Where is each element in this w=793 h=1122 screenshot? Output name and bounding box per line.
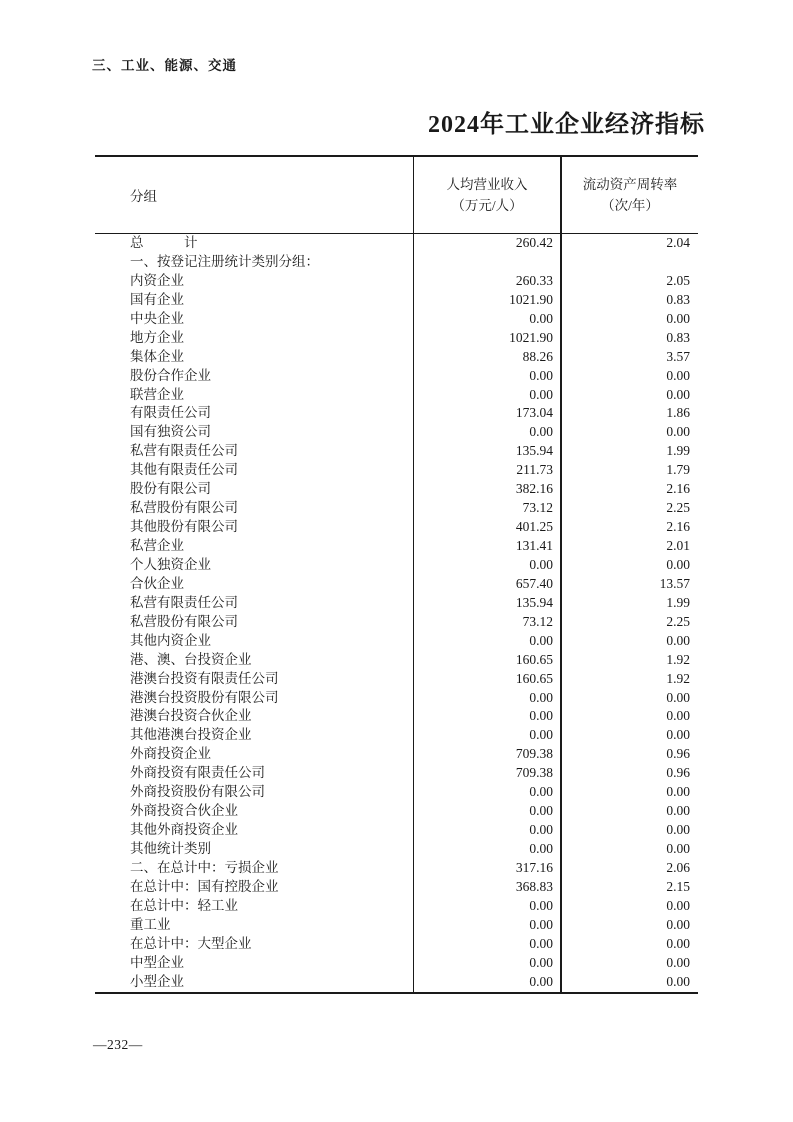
row-label: 中型企业 [130,954,184,970]
value-turnover-rate [560,253,698,272]
table-row [95,802,698,821]
value-revenue-per-capita: 0.00 [413,783,560,802]
column-header-turnover-line1: 流动资产周转率 [582,177,678,192]
value-revenue-per-capita: 0.00 [413,556,560,575]
value-turnover-rate: 0.00 [560,935,698,954]
value-turnover-rate: 0.00 [560,783,698,802]
row-label: 外商投资合伙企业 [130,803,238,819]
table-row [95,423,698,442]
row-label: 其他股份有限公司 [130,519,238,535]
table-row [95,291,698,310]
value-revenue-per-capita: 211.73 [413,461,560,480]
value-turnover-rate: 0.00 [560,632,698,651]
value-revenue-per-capita: 0.00 [413,821,560,840]
value-turnover-rate: 0.00 [560,556,698,575]
row-label: 股份合作企业 [130,367,211,383]
value-revenue-per-capita: 0.00 [413,973,560,992]
column-header-revenue-unit: （万元/人） [451,198,523,213]
value-revenue-per-capita: 73.12 [413,613,560,632]
table-header-row [95,157,698,234]
value-revenue-per-capita: 0.00 [413,310,560,329]
table-row [95,726,698,745]
row-label: 国有独资公司 [130,424,211,440]
value-turnover-rate: 0.00 [560,689,698,708]
table-body [95,234,698,992]
value-turnover-rate: 1.86 [560,404,698,423]
value-turnover-rate: 1.99 [560,594,698,613]
table-row [95,689,698,708]
table-row [95,594,698,613]
table-row [95,537,698,556]
value-turnover-rate: 0.00 [560,802,698,821]
row-label: 私营有限责任公司 [130,443,238,459]
row-label: 港澳台投资股份有限公司 [130,689,279,705]
table-row [95,745,698,764]
value-turnover-rate: 1.79 [560,461,698,480]
value-revenue-per-capita: 260.33 [413,272,560,291]
row-label: 内资企业 [130,272,184,288]
table-row [95,461,698,480]
row-label: 其他外商投资企业 [130,822,238,838]
value-turnover-rate: 0.00 [560,840,698,859]
value-turnover-rate: 2.06 [560,859,698,878]
value-turnover-rate: 0.00 [560,423,698,442]
value-revenue-per-capita: 131.41 [413,537,560,556]
table-row [95,783,698,802]
table-row [95,442,698,461]
row-label: 一、按登记注册统计类别分组： [130,253,319,269]
value-turnover-rate: 3.57 [560,348,698,367]
value-revenue-per-capita: 0.00 [413,386,560,405]
value-revenue-per-capita: 88.26 [413,348,560,367]
value-revenue-per-capita: 368.83 [413,878,560,897]
table-row [95,840,698,859]
value-turnover-rate: 2.25 [560,613,698,632]
value-turnover-rate: 0.00 [560,954,698,973]
value-revenue-per-capita: 0.00 [413,423,560,442]
value-revenue-per-capita: 401.25 [413,518,560,537]
table-row [95,935,698,954]
row-label: 其他统计类别 [130,841,211,856]
value-turnover-rate: 1.99 [560,442,698,461]
column-header-revenue-per-capita [413,157,560,233]
value-turnover-rate: 0.96 [560,764,698,783]
value-revenue-per-capita: 0.00 [413,935,560,954]
value-revenue-per-capita: 1021.90 [413,329,560,348]
value-revenue-per-capita: 0.00 [413,802,560,821]
row-label: 重工业 [130,916,171,932]
value-revenue-per-capita: 382.16 [413,480,560,499]
row-label: 二、在总计中：亏损企业 [130,859,279,875]
table-row [95,556,698,575]
row-label: 私营企业 [130,538,184,553]
value-revenue-per-capita: 709.38 [413,764,560,783]
value-revenue-per-capita: 135.94 [413,442,560,461]
value-revenue-per-capita: 0.00 [413,726,560,745]
value-turnover-rate: 0.96 [560,745,698,764]
table-row [95,707,698,726]
value-turnover-rate: 2.01 [560,537,698,556]
value-revenue-per-capita: 160.65 [413,670,560,689]
row-label: 其他港澳台投资企业 [130,727,252,743]
table-row [95,404,698,423]
value-turnover-rate: 13.57 [560,575,698,594]
value-turnover-rate: 0.00 [560,367,698,386]
value-revenue-per-capita: 317.16 [413,859,560,878]
value-revenue-per-capita: 0.00 [413,367,560,386]
value-revenue-per-capita: 73.12 [413,499,560,518]
table-row [95,234,698,253]
table-row [95,670,698,689]
table-row [95,386,698,405]
value-revenue-per-capita: 1021.90 [413,291,560,310]
page-title: 2024年工业企业经济指标 [428,112,705,138]
table-row [95,518,698,537]
value-revenue-per-capita: 0.00 [413,632,560,651]
row-label: 地方企业 [130,329,184,345]
column-header-turnover-unit: （次/年） [601,198,659,213]
value-revenue-per-capita: 173.04 [413,404,560,423]
row-label: 私营有限责任公司 [130,594,238,610]
table-row [95,821,698,840]
table-row [95,613,698,632]
value-revenue-per-capita: 135.94 [413,594,560,613]
page-number: —232— [93,1037,143,1052]
row-label: 联营企业 [130,386,184,402]
table-row [95,480,698,499]
row-label: 总 计 [130,235,198,250]
table-row [95,954,698,973]
value-revenue-per-capita: 657.40 [413,575,560,594]
row-label: 个人独资企业 [130,556,211,572]
table-row [95,878,698,897]
value-turnover-rate: 0.00 [560,821,698,840]
row-label: 外商投资有限责任公司 [130,765,265,781]
value-turnover-rate: 1.92 [560,670,698,689]
row-label: 外商投资企业 [130,746,211,762]
row-label: 港、澳、台投资企业 [130,651,252,667]
table-row [95,272,698,291]
row-label: 小型企业 [130,973,184,989]
value-turnover-rate: 2.16 [560,518,698,537]
value-revenue-per-capita: 0.00 [413,897,560,916]
value-turnover-rate: 0.00 [560,897,698,916]
table-row [95,499,698,518]
value-turnover-rate: 2.05 [560,272,698,291]
row-label: 在总计中：国有控股企业 [130,878,279,894]
value-revenue-per-capita: 709.38 [413,745,560,764]
table-row [95,329,698,348]
row-label: 港澳台投资有限责任公司 [130,670,279,686]
statistics-table [95,155,698,994]
value-revenue-per-capita: 0.00 [413,840,560,859]
row-label: 股份有限公司 [130,481,211,497]
row-label: 在总计中：大型企业 [130,935,252,951]
section-header: 三、工业、能源、交通 [92,58,237,73]
row-label: 私营股份有限公司 [130,613,238,629]
value-turnover-rate: 0.00 [560,310,698,329]
value-turnover-rate: 2.15 [560,878,698,897]
table-row [95,651,698,670]
value-revenue-per-capita: 0.00 [413,954,560,973]
row-label: 其他内资企业 [130,632,211,648]
value-turnover-rate: 0.00 [560,726,698,745]
value-turnover-rate: 0.00 [560,916,698,935]
value-turnover-rate: 0.00 [560,973,698,992]
value-turnover-rate: 2.25 [560,499,698,518]
table-row [95,764,698,783]
row-label: 合伙企业 [130,575,184,591]
row-label: 集体企业 [130,348,184,364]
table-row [95,348,698,367]
value-turnover-rate: 0.00 [560,386,698,405]
value-revenue-per-capita [413,253,560,272]
value-revenue-per-capita: 260.42 [413,234,560,253]
column-header-revenue-line1: 人均营业收入 [446,177,528,192]
row-label: 有限责任公司 [130,405,211,421]
column-header-turnover-rate [560,157,698,233]
value-turnover-rate: 1.92 [560,651,698,670]
row-label: 港澳台投资合伙企业 [130,708,252,724]
value-revenue-per-capita: 0.00 [413,916,560,935]
value-turnover-rate: 0.83 [560,291,698,310]
value-turnover-rate: 0.83 [560,329,698,348]
table-row [95,897,698,916]
row-label: 私营股份有限公司 [130,500,238,516]
table-row [95,632,698,651]
column-header-group: 分组 [130,189,157,204]
table-row [95,859,698,878]
row-label: 其他有限责任公司 [130,462,238,478]
value-revenue-per-capita: 0.00 [413,689,560,708]
table-row [95,310,698,329]
table-row [95,916,698,935]
value-revenue-per-capita: 0.00 [413,707,560,726]
value-revenue-per-capita: 160.65 [413,651,560,670]
row-label: 国有企业 [130,291,184,307]
table-row [95,575,698,594]
row-label: 在总计中：轻工业 [130,897,238,913]
value-turnover-rate: 2.16 [560,480,698,499]
row-label: 外商投资股份有限公司 [130,784,265,800]
value-turnover-rate: 2.04 [560,234,698,253]
table-row [95,367,698,386]
table-row [95,253,698,272]
value-turnover-rate: 0.00 [560,707,698,726]
table-row [95,973,698,992]
row-label: 中央企业 [130,310,184,326]
